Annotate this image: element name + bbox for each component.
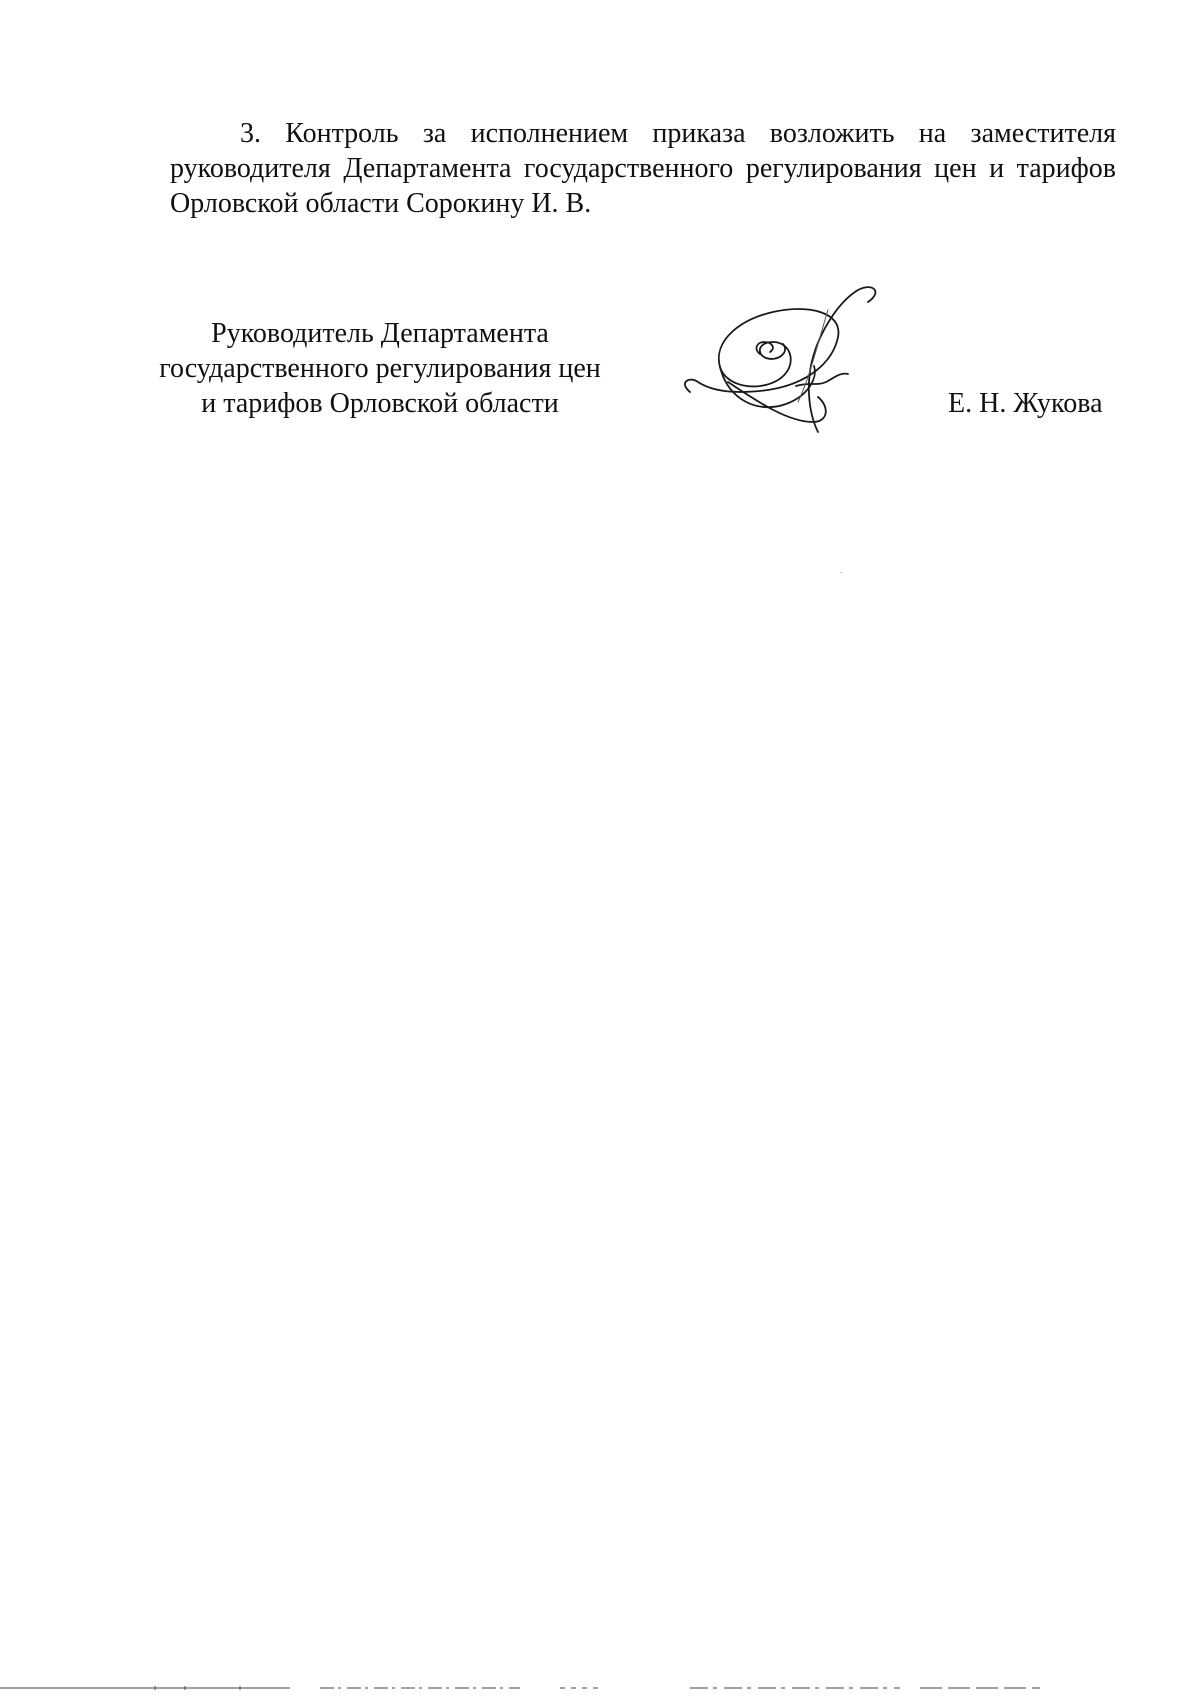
signer-position-line-3: и тарифов Орловской области <box>201 388 559 419</box>
handwritten-signature-icon <box>668 282 928 452</box>
signer-position <box>140 316 620 421</box>
signer-position-line-1: Руководитель Департамента <box>211 318 549 349</box>
scan-edge-artifact <box>0 1686 1200 1692</box>
paragraph-3: 3. Контроль за исполнением приказа возложить на заместителя руководителя Департамента государственного регулирования цен и тарифов Орловской области Сорокину И. В. <box>170 118 1116 219</box>
signer-name: Е. Н. Жукова <box>948 388 1103 419</box>
signer-position-line-2: государственного регулирования цен <box>159 353 601 384</box>
scan-speck <box>840 572 842 573</box>
